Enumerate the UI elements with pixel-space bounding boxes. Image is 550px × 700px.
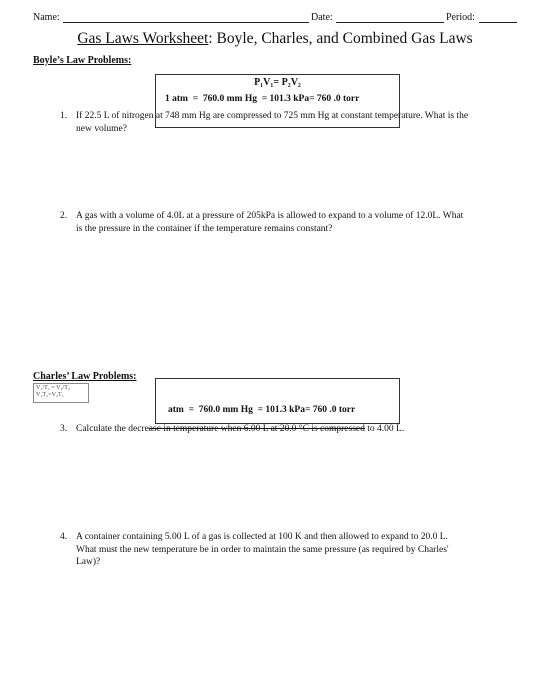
question-text: If 22.5 L of nitrogen at 748 mm Hg are compressed to 725 mm Hg at constant temperature. What is the bbox=[76, 111, 469, 121]
period-label: Period: bbox=[446, 12, 475, 23]
question-text: is the pressure in the container if the temperature remains constant? bbox=[76, 223, 333, 234]
question-text: Calculate the decre bbox=[76, 424, 149, 434]
question-number: 3. bbox=[60, 424, 68, 434]
question-text: A container containing 5.00 L of a gas is collected at 100 K and then allowed to expand to 20.0 L. bbox=[76, 532, 448, 542]
boyle-conversions: 1 atm = 760.0 mm Hg = 101.3 kPa= 760 .0 torr bbox=[165, 94, 360, 104]
date-label: Date: bbox=[311, 12, 333, 23]
question-text-struck: ase in temperature when 6.00 L at 20.0 °C is compressed bbox=[148, 424, 365, 434]
question-number: 4. bbox=[60, 532, 68, 542]
worksheet-header bbox=[33, 12, 517, 28]
question-number: 1. bbox=[60, 111, 68, 121]
question-3 bbox=[60, 423, 530, 436]
question-4 bbox=[60, 531, 530, 569]
charles-formula-image: V₁/T₁ = V₂/T₂ V₁T₂=V₂T₁ bbox=[33, 383, 89, 403]
question-text: A gas with a volume of 4.0L at a pressure of 205kPa is allowed to expand to a volume of 12.0L. What bbox=[76, 211, 464, 221]
title-rest: : Boyle, Charles, and Combined Gas Laws bbox=[208, 30, 473, 47]
question-number: 2. bbox=[60, 211, 68, 221]
question-text: Law)? bbox=[76, 557, 101, 567]
charles-formula-box bbox=[155, 378, 400, 424]
question-1 bbox=[60, 110, 530, 135]
name-label: Name: bbox=[33, 12, 60, 23]
question-text: to 4.00 L. bbox=[364, 424, 405, 434]
charles-heading: Charles’ Law Problems: bbox=[33, 371, 137, 382]
date-field[interactable] bbox=[336, 22, 444, 23]
title-main: Gas Laws Worksheet bbox=[77, 30, 209, 47]
boyle-formula: P₁V₁= P₂V₂ bbox=[254, 77, 301, 88]
name-field[interactable] bbox=[63, 22, 309, 23]
question-2 bbox=[60, 210, 530, 235]
page-title bbox=[0, 30, 550, 48]
period-field[interactable] bbox=[479, 22, 517, 23]
question-text: new volume? bbox=[76, 123, 127, 134]
boyle-heading: Boyle’s Law Problems: bbox=[33, 55, 132, 66]
question-text: What must the new temperature be in order to maintain the same pressure (as required by Charles' bbox=[76, 544, 449, 555]
charles-conversions: atm = 760.0 mm Hg = 101.3 kPa= 760 .0 torr bbox=[168, 405, 356, 415]
